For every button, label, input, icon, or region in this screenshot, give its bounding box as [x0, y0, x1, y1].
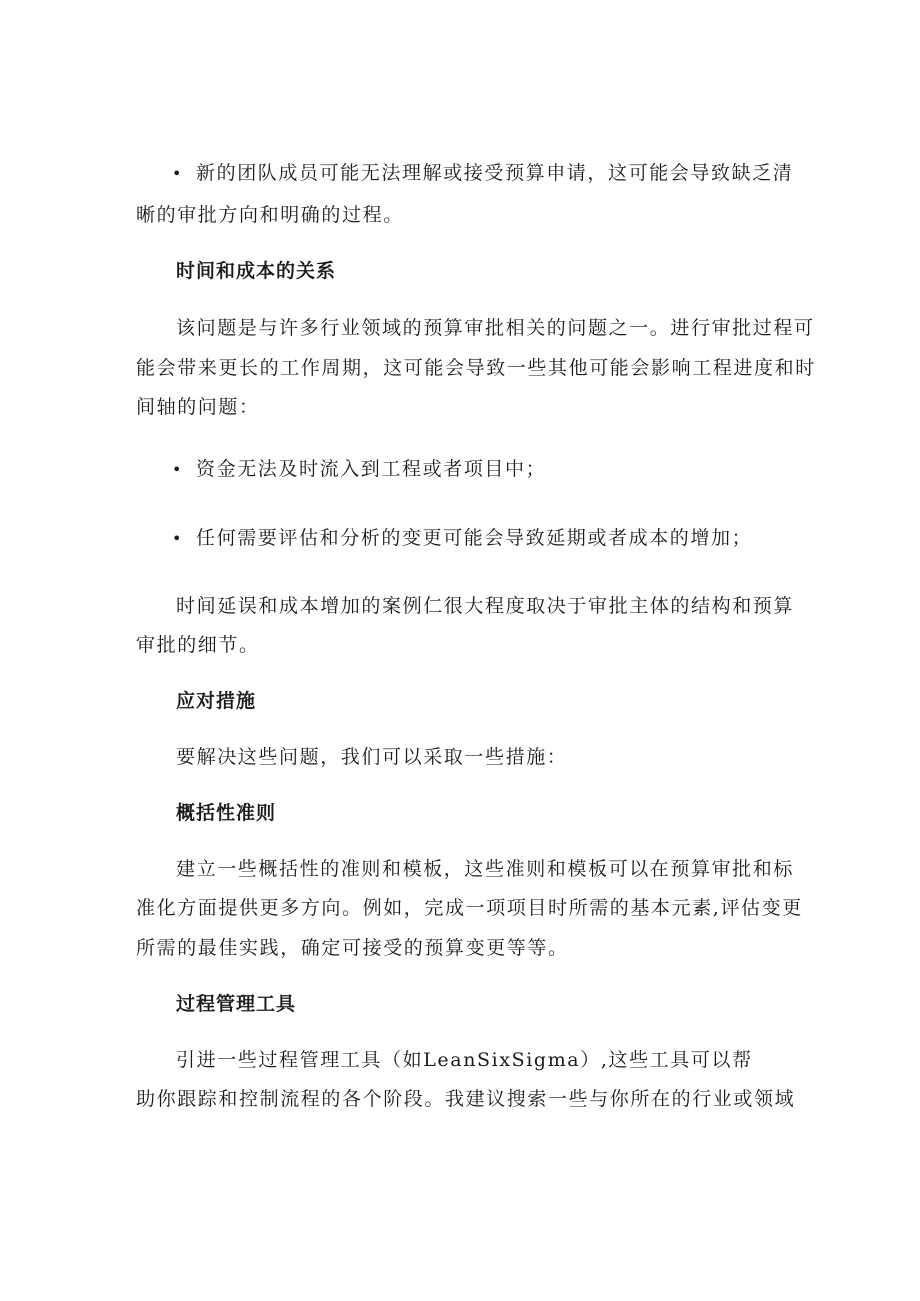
bullet-item-funding	[172, 455, 546, 484]
section-heading-guidelines: 概括性准则	[176, 802, 277, 824]
paragraph-line: 该问题是与许多行业领域的预算审批相关的问题之一。进行审批过程可	[176, 317, 815, 339]
bullet-dot: •	[172, 529, 184, 548]
paragraph-line: 时间延误和成本增加的案例仁很大程度取决于审批主体的结构和预算	[176, 595, 795, 617]
section-heading-time-cost: 时间和成本的关系	[176, 260, 337, 282]
bullet-text: 新的团队成员可能无法理解或接受预算申请，这可能会导致缺乏清	[196, 162, 794, 184]
paragraph-line: 建立一些概括性的准则和模板，这些准则和模板可以在预算审批和标	[176, 858, 795, 880]
paragraph-line: 间轴的问题：	[136, 396, 260, 418]
section-heading-tools: 过程管理工具	[176, 993, 297, 1015]
paragraph-line: 所需的最佳实践，确定可接受的预算变更等等。	[136, 937, 569, 959]
bullet-item-new-members	[172, 159, 793, 188]
paragraph-line: 审批的细节。	[136, 634, 260, 656]
bullet-text: 资金无法及时流入到工程或者项目中；	[196, 458, 547, 480]
paragraph-line: 准化方面提供更多方向。例如，完成一项项目时所需的基本元素,评估变更	[136, 897, 803, 919]
bullet-dot: •	[172, 460, 184, 479]
paragraph-line: 要解决这些问题，我们可以采取一些措施：	[176, 746, 568, 768]
bullet-text: 任何需要评估和分析的变更可能会导致延期或者成本的增加；	[196, 527, 753, 549]
bullet-dot: •	[172, 164, 184, 183]
bullet-continuation: 晰的审批方向和明确的过程。	[136, 204, 404, 226]
section-heading-measures: 应对措施	[176, 690, 257, 712]
paragraph-line: 能会带来更长的工作周期，这可能会导致一些其他可能会影响工程进度和时	[136, 357, 816, 379]
bullet-item-changes	[172, 524, 752, 553]
paragraph-line: 引进一些过程管理工具（如LeanSixSigma）,这些工具可以帮	[176, 1049, 753, 1071]
paragraph-line: 助你跟踪和控制流程的各个阶段。我建议搜索一些与你所在的行业或领域	[136, 1088, 796, 1110]
